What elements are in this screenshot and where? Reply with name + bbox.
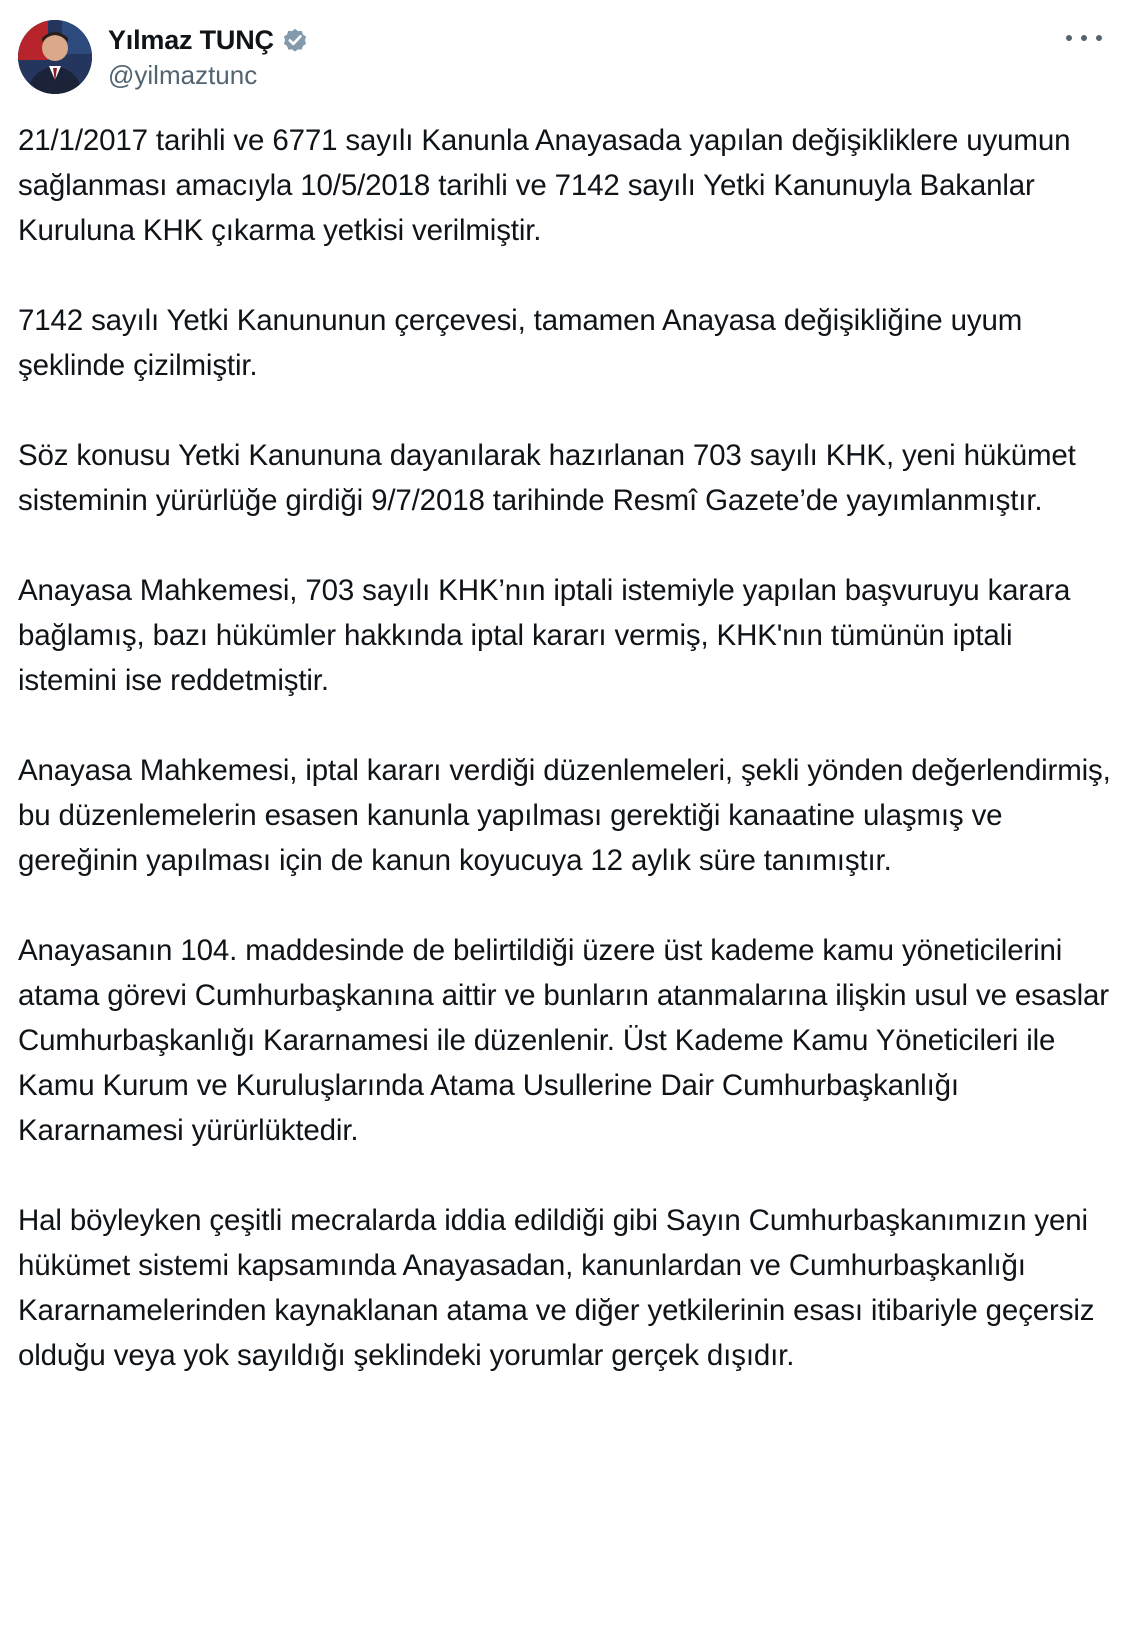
more-dot [1081, 35, 1087, 41]
author-block [108, 22, 309, 91]
more-dot [1096, 35, 1102, 41]
more-dot [1066, 35, 1072, 41]
tweet-paragraph: Anayasa Mahkemesi, 703 sayılı KHK’nın iptali istemiyle yapılan başvuruyu karara bağlamış, bazı hükümler hakkında iptal kararı vermiş, KHK'nın tümünün iptali istemini ise reddetmiştir. [18, 574, 1071, 697]
author-handle[interactable]: @yilmaztunc [108, 60, 258, 90]
tweet-paragraph: Anayasanın 104. maddesinde de belirtildiği üzere üst kademe kamu yöneticilerini atama görevi Cumhurbaşkanına aittir ve bunların atanmalarına ilişkin usul ve esaslar Cumhurbaşkanlığı Kararnamesi ile düzenlenir. Üst Kademe Kamu Yöneticileri ile Kamu Kurum ve Kuruluşlarında Atama Usullerine Dair Cumhurbaşkanlığı Kararnamesi yürürlüktedir. [18, 934, 1109, 1147]
avatar[interactable] [18, 20, 92, 94]
tweet-paragraph: 7142 sayılı Yetki Kanununun çerçevesi, tamamen Anayasa değişikliğine uyum şeklinde çizilmiştir. [18, 304, 1023, 382]
more-options-icon[interactable] [1066, 26, 1102, 50]
author-name-row [108, 22, 309, 58]
tweet-paragraph: Söz konusu Yetki Kanununa dayanılarak hazırlanan 703 sayılı KHK, yeni hükümet sisteminin yürürlüğe girdiği 9/7/2018 tarihinde Resmî Gazete’de yayımlanmıştır. [18, 439, 1076, 517]
tweet-header [18, 18, 1108, 98]
author-display-name[interactable]: Yılmaz TUNÇ [108, 24, 274, 55]
tweet-paragraph: Hal böyleyken çeşitli mecralarda iddia edildiği gibi Sayın Cumhurbaşkanımızın yeni hükümet sistemi kapsamında Anayasadan, kanunlardan ve Cumhurbaşkanlığı Kararnamelerinden kaynaklanan atama ve diğer yetkilerinin esası itibariyle geçersiz olduğu veya yok sayıldığı şeklindeki yorumlar gerçek dışıdır. [18, 1204, 1095, 1372]
tweet-text [18, 118, 1113, 1378]
verified-badge-icon[interactable] [281, 26, 309, 54]
tweet-paragraph: Anayasa Mahkemesi, iptal kararı verdiği düzenlemeleri, şekli yönden değerlendirmiş, bu düzenlemelerin esasen kanunla yapılması gerektiği kanaatine ulaşmış ve gereğinin yapılması için de kanun koyucuya 12 aylık süre tanımıştır. [18, 754, 1111, 877]
tweet-paragraph: 21/1/2017 tarihli ve 6771 sayılı Kanunla Anayasada yapılan değişikliklere uyumun sağlanması amacıyla 10/5/2018 tarihli ve 7142 sayılı Yetki Kanunuyla Bakanlar Kuruluna KHK çıkarma yetkisi verilmiştir. [18, 124, 1071, 247]
